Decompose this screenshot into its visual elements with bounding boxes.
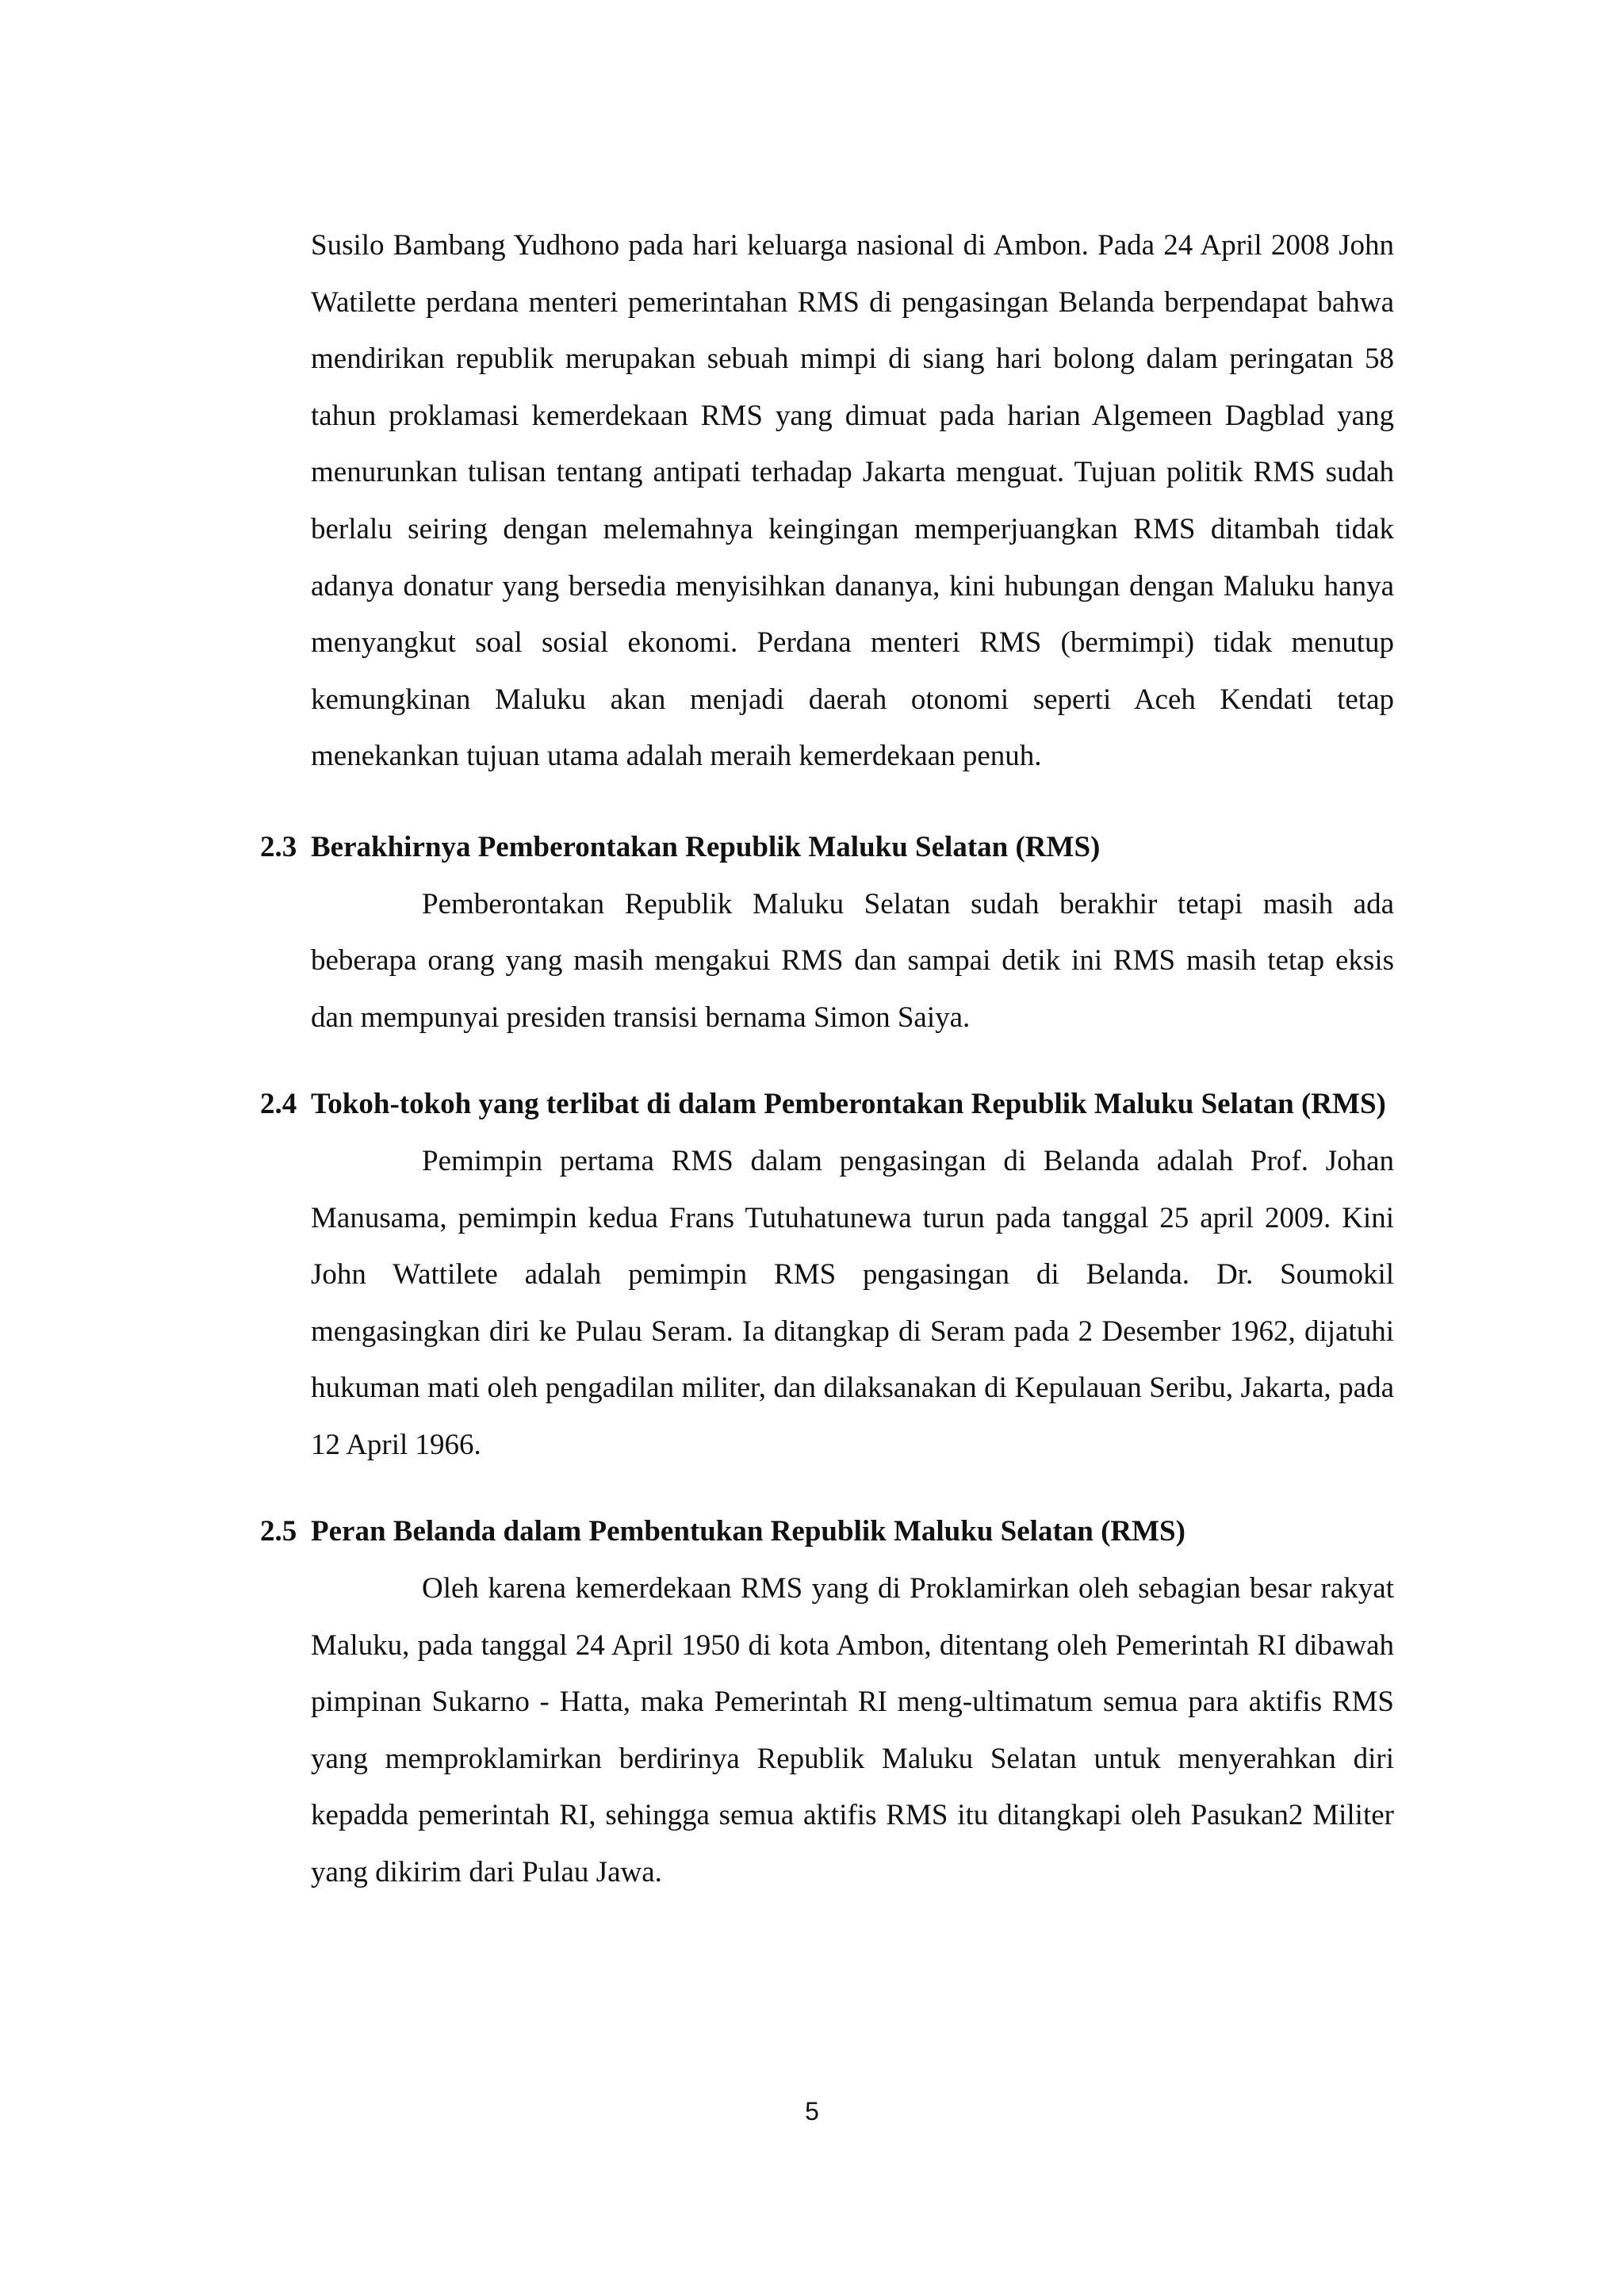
section-body: Pemberontakan Republik Maluku Selatan sudah berakhir tetapi masih ada beberapa orang yang masih mengakui RMS dan sampai detik ini RMS masih tetap eksis dan mempunyai presiden transisi bernama Simon Saiya. — [311, 887, 1394, 1034]
spacer — [260, 1046, 1394, 1076]
section-title: Tokoh-tokoh yang terlibat di dalam Pemberontakan Republik Maluku Selatan (RMS) — [311, 1088, 1386, 1121]
section-body: Oleh karena kemerdekaan RMS yang di Proklamirkan oleh sebagian besar rakyat Maluku, pada tanggal 24 April 1950 di kota Ambon, ditentang oleh Pemerintah RI dibawah pimpinan Sukarno - Hatta, maka Pemerintah RI meng-ultimatum semua para aktifis RMS yang memproklamirkan berdirinya Republik Maluku Selatan untuk menyerahkan diri kepadda pemerintah RI, sehingga semua aktifis RMS itu ditangkapi oleh Pasukan2 Militer yang dikirim dari Pulau Jawa. — [311, 1572, 1394, 1889]
page-number: 5 — [805, 2097, 819, 2126]
section-heading — [260, 1503, 1394, 1560]
section-number: 2.3 — [260, 830, 297, 863]
section-number: 2.4 — [260, 1088, 297, 1121]
section-2-5 — [260, 1503, 1394, 1900]
section-2-3 — [260, 819, 1394, 1046]
spacer — [260, 785, 1394, 819]
section-title: Berakhirnya Pemberontakan Republik Maluku Selatan (RMS) — [311, 830, 1101, 863]
page-content — [260, 217, 1394, 1901]
section-body: Pemimpin pertama RMS dalam pengasingan di Belanda adalah Prof. Johan Manusama, pemimpin kedua Frans Tutuhatunewa turun pada tanggal 25 april 2009. Kini John Wattilete adalah pemimpin RMS pengasingan di Belanda. Dr. Soumokil mengasingkan diri ke Pulau Seram. Ia ditangkap di Seram pada 2 Desember 1962, dijatuhi hukuman mati oleh pengadilan militer, dan dilaksanakan di Kepulauan Seribu, Jakarta, pada 12 April 1966. — [311, 1144, 1394, 1461]
section-heading — [260, 1076, 1394, 1133]
intro-paragraph: Susilo Bambang Yudhono pada hari keluarga nasional di Ambon. Pada 24 April 2008 John Watilette perdana menteri pemerintahan RMS di pengasingan Belanda berpendapat bahwa mendirikan republik merupakan sebuah mimpi di siang hari bolong dalam peringatan 58 tahun proklamasi kemerdekaan RMS yang dimuat pada harian Algemeen Dagblad yang menurunkan tulisan tentang antipati terhadap Jakarta menguat. Tujuan politik RMS sudah berlalu seiring dengan melemahnya keingingan memperjuangkan RMS ditambah tidak adanya donatur yang bersedia menyisihkan dananya, kini hubungan dengan Maluku hanya menyangkut soal sosial ekonomi. Perdana menteri RMS (bermimpi) tidak menutup kemungkinan Maluku akan menjadi daerah otonomi seperti Aceh Kendati tetap menekankan tujuan utama adalah meraih kemerdekaan penuh. — [311, 229, 1394, 773]
section-2-4 — [260, 1076, 1394, 1473]
section-heading — [260, 819, 1394, 876]
section-number: 2.5 — [260, 1515, 297, 1548]
spacer — [260, 1473, 1394, 1503]
section-title: Peran Belanda dalam Pembentukan Republik Maluku Selatan (RMS) — [311, 1515, 1185, 1548]
